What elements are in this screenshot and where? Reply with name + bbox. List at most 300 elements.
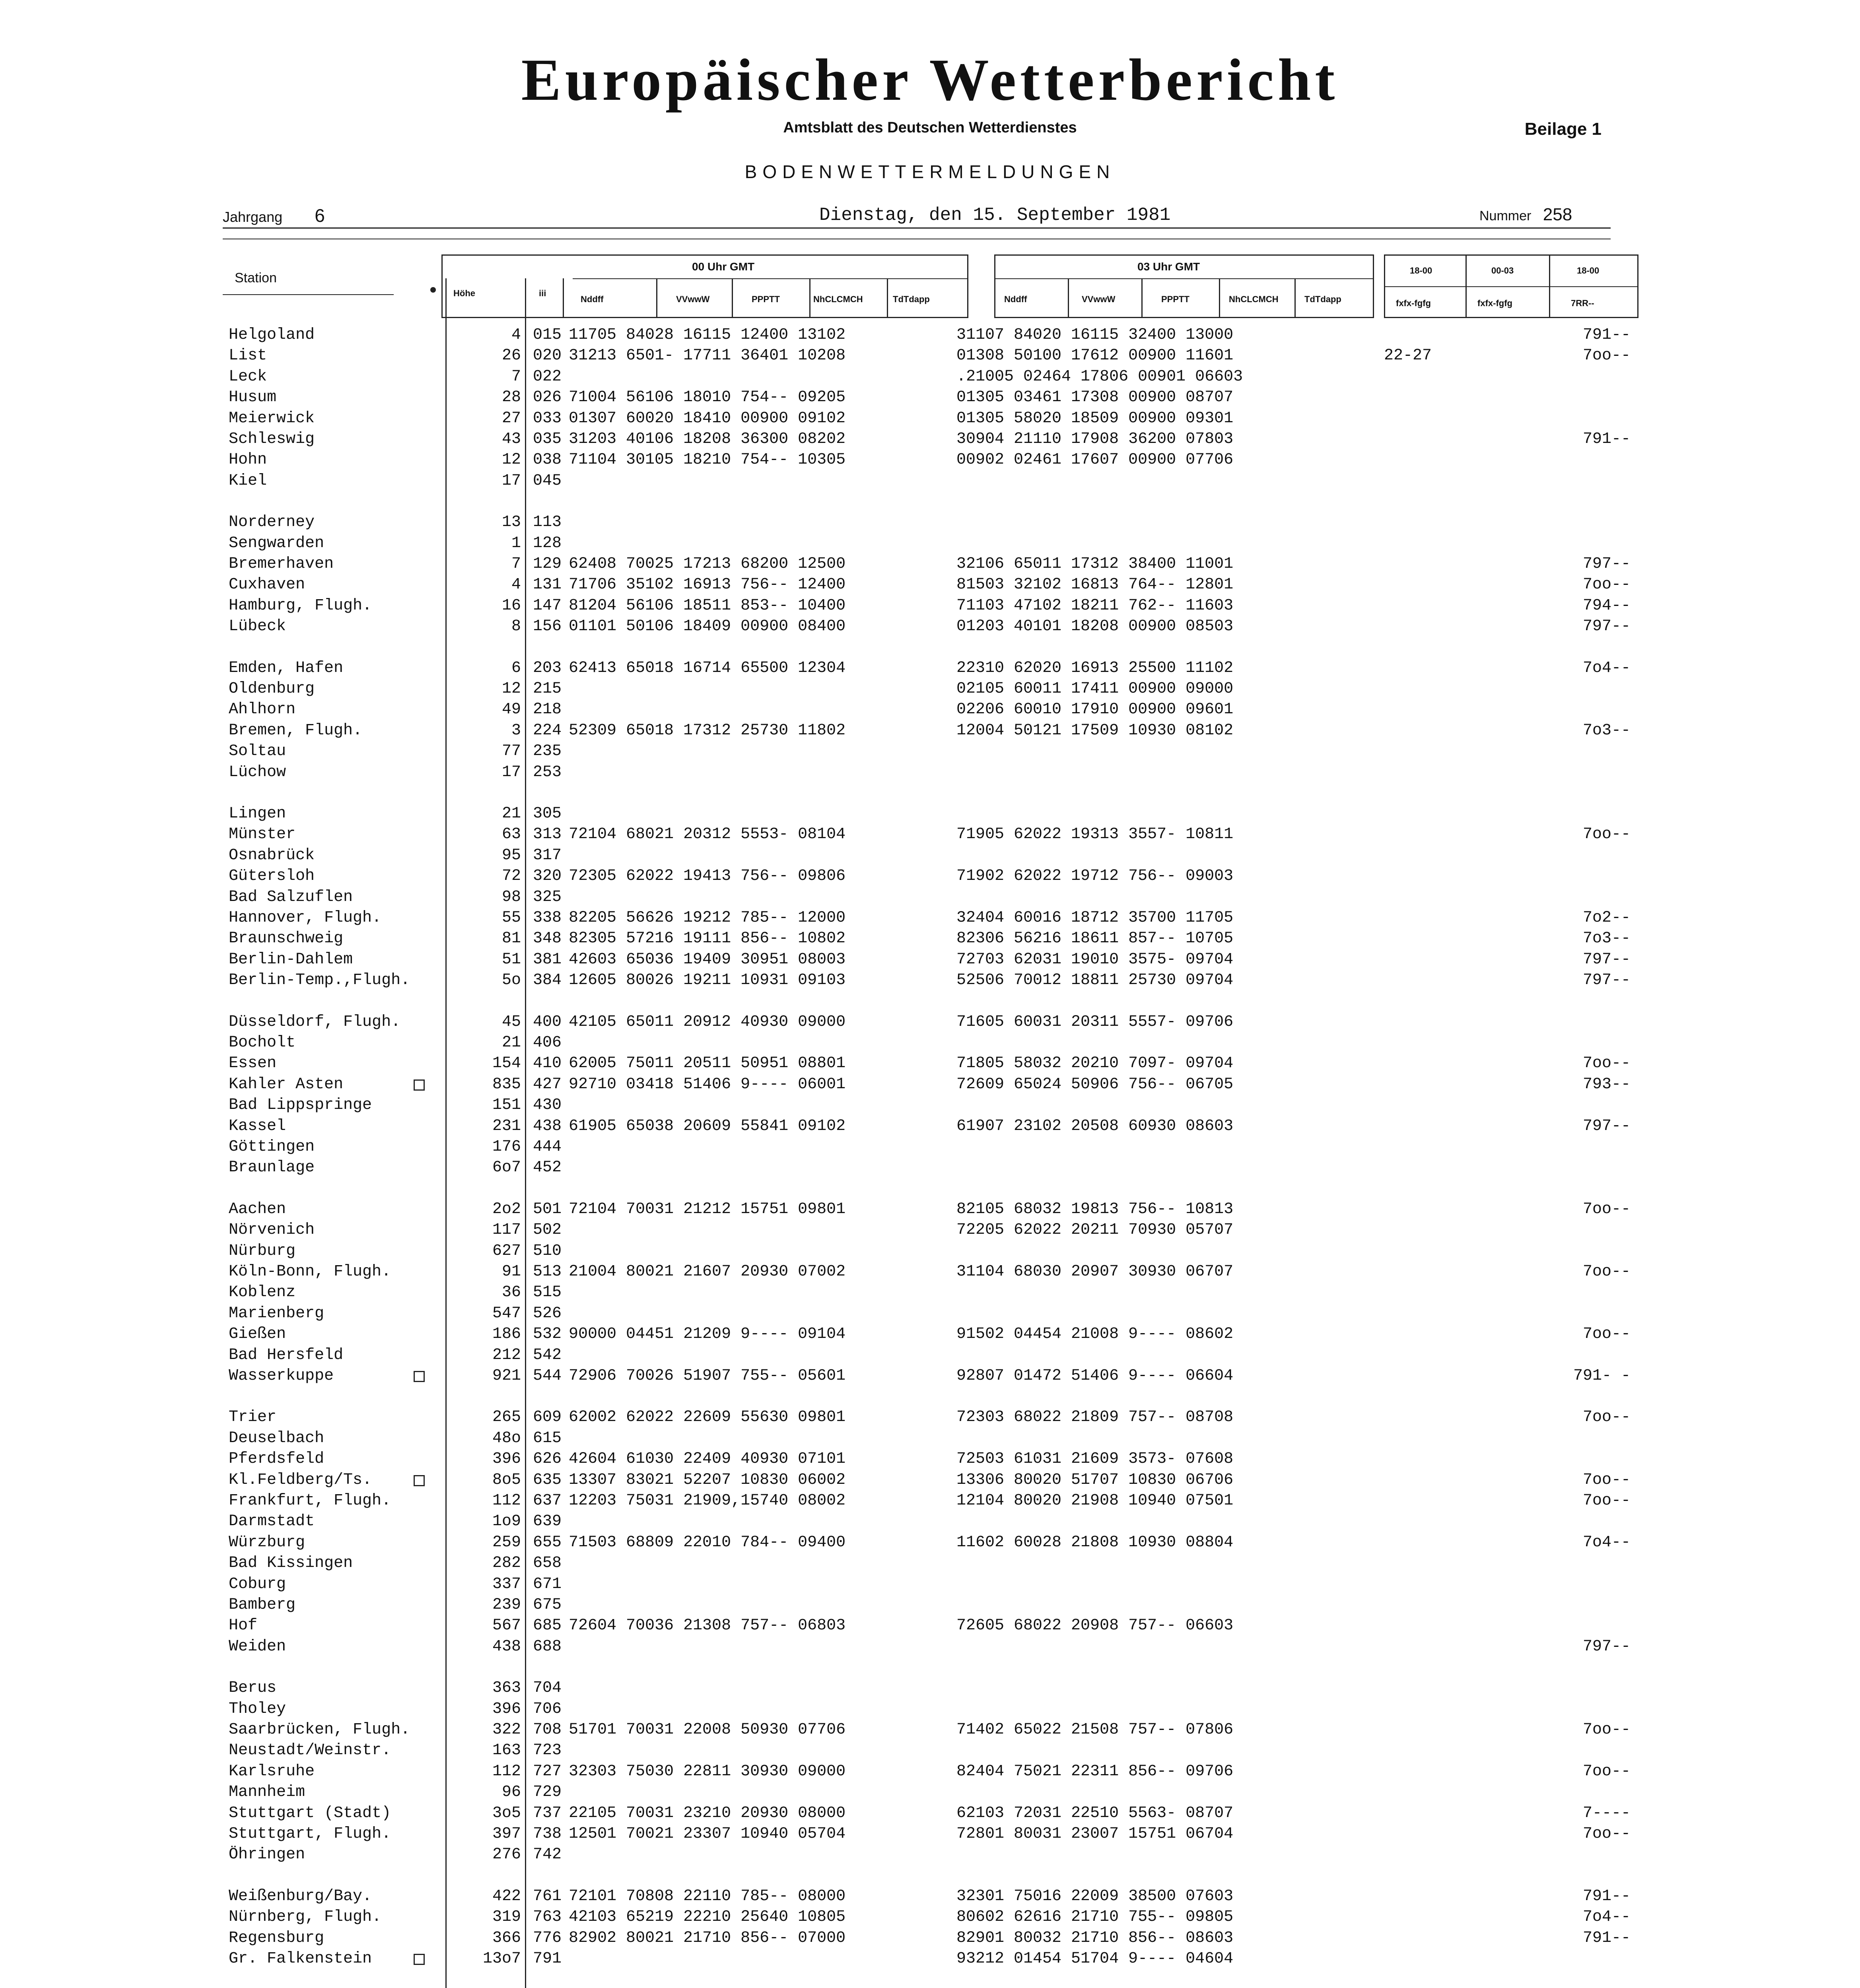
dot-marker (430, 287, 436, 293)
table-row (0, 1887, 1860, 1907)
table-row (0, 1138, 1860, 1158)
station-height: 72 (501, 867, 521, 885)
extra-group: 797-- (1582, 555, 1631, 573)
station-height: 77 (501, 742, 521, 760)
station-index: 609 (533, 1408, 562, 1426)
obs-00-utc: 61905 65038 20609 55841 09102 (569, 1117, 846, 1135)
obs-03-utc: 01203 40101 18208 00900 08503 (956, 617, 1234, 635)
table-row (0, 1825, 1860, 1845)
table-row (0, 763, 1860, 783)
station-index: 444 (533, 1138, 562, 1156)
jahrgang-value: 6 (315, 205, 325, 226)
station-name: Weiden (229, 1638, 286, 1656)
table-row (0, 617, 1860, 637)
station-name: Münster (229, 825, 296, 843)
station-name: Oldenburg (229, 680, 315, 698)
station-name: Husum (229, 388, 277, 406)
obs-00-utc: 42103 65219 22210 25640 10805 (569, 1908, 846, 1926)
extra-group: 7oo-- (1582, 1721, 1631, 1739)
station-name: Braunschweig (229, 930, 344, 947)
station-name: Lüchow (229, 763, 286, 781)
col-00-clouds: NhCLCMCH (813, 294, 863, 304)
station-index: 637 (533, 1492, 562, 1510)
station-name: Schleswig (229, 430, 315, 448)
station-height: 51 (501, 951, 521, 969)
station-name: Cuxhaven (229, 576, 305, 594)
obs-03-utc: 72605 68022 20908 757-- 06603 (956, 1617, 1234, 1635)
obs-03-utc: 72609 65024 50906 756-- 06705 (956, 1076, 1234, 1093)
col-00-vvwww: VVwwW (676, 294, 710, 304)
obs-03-utc: 71103 47102 18211 762-- 11603 (956, 597, 1234, 615)
column-rule (1219, 278, 1220, 318)
table-row (0, 597, 1860, 617)
station-index: 235 (533, 742, 562, 760)
station-index: 738 (533, 1825, 562, 1843)
column-rule (1068, 278, 1069, 318)
table-row (0, 1638, 1860, 1658)
col-00-nddff: Nddff (581, 294, 604, 304)
station-index: 502 (533, 1221, 562, 1239)
station-height: 49 (501, 701, 521, 718)
station-height: 921 (492, 1367, 521, 1385)
table-row (0, 951, 1860, 971)
obs-00-utc: 72906 70026 51907 755-- 05601 (569, 1367, 846, 1385)
station-index: 026 (533, 388, 562, 406)
obs-03-utc: 91502 04454 21008 9---- 08602 (956, 1325, 1234, 1343)
obs-03-utc: 32301 75016 22009 38500 07603 (956, 1887, 1234, 1905)
extra-group: 797-- (1582, 951, 1631, 969)
station-name: Köln-Bonn, Flugh. (229, 1263, 391, 1281)
column-rule (732, 278, 733, 318)
station-index: 015 (533, 326, 562, 344)
obs-00-utc: 72305 62022 19413 756-- 09806 (569, 867, 846, 885)
station-height: 98 (501, 888, 521, 906)
station-index: 658 (533, 1554, 562, 1572)
station-name: Aachen (229, 1200, 286, 1218)
station-index: 313 (533, 825, 562, 843)
extra-group: 793-- (1582, 1076, 1631, 1093)
station-height: 396 (492, 1700, 521, 1718)
station-height: 7 (511, 368, 521, 386)
table-row (0, 326, 1860, 346)
extra-group: 7o4-- (1582, 1534, 1631, 1551)
station-name: Norderney (229, 513, 315, 531)
station-name: Koblenz (229, 1283, 296, 1301)
station-index: 513 (533, 1263, 562, 1281)
station-height: 21 (501, 1034, 521, 1052)
table-row (0, 1763, 1860, 1782)
extra-group: 7oo-- (1582, 576, 1631, 594)
table-row (0, 1263, 1860, 1283)
station-name: Kl.Feldberg/Ts. (229, 1471, 372, 1489)
table-row (0, 1429, 1860, 1449)
extra-group: 7oo-- (1582, 1325, 1631, 1343)
extra-head-2: 00-03 (1491, 266, 1514, 276)
station-height: 319 (492, 1908, 521, 1926)
station-height: 45 (501, 1013, 521, 1031)
station-height: 4 (511, 326, 521, 344)
header-03: 03 Uhr GMT (1137, 260, 1200, 273)
obs-03-utc: 02206 60010 17910 00900 09601 (956, 701, 1234, 718)
station-index: 501 (533, 1200, 562, 1218)
station-height: 231 (492, 1117, 521, 1135)
station-index: 635 (533, 1471, 562, 1489)
obs-03-utc: 72503 61031 21609 3573- 07608 (956, 1450, 1234, 1468)
column-rule (887, 278, 888, 318)
station-index: 410 (533, 1054, 562, 1072)
station-name: Gießen (229, 1325, 286, 1343)
station-name: Wasserkuppe (229, 1367, 334, 1385)
station-height: 17 (501, 472, 521, 490)
table-row (0, 888, 1860, 908)
table-row (0, 930, 1860, 949)
station-height: 117 (492, 1221, 521, 1239)
issue-date: Dienstag, den 15. September 1981 (819, 205, 1171, 225)
mountain-station-marker (414, 1954, 425, 1965)
table-row (0, 513, 1860, 533)
station-name: Bad Kissingen (229, 1554, 353, 1572)
table-row (0, 722, 1860, 742)
extra-sub-3: 7RR-- (1571, 298, 1594, 308)
station-height: 8 (511, 617, 521, 635)
station-name: Bad Salzuflen (229, 888, 353, 906)
station-height: 1o9 (492, 1512, 521, 1530)
station-name: Gütersloh (229, 867, 315, 885)
obs-03-utc: 82404 75021 22311 856-- 09706 (956, 1763, 1234, 1780)
table-row (0, 347, 1860, 367)
extra-group: 7o2-- (1582, 909, 1631, 927)
station-height: 3o5 (492, 1804, 521, 1822)
station-name: Meierwick (229, 410, 315, 427)
station-height: 63 (501, 825, 521, 843)
obs-00-utc: 62413 65018 16714 65500 12304 (569, 659, 846, 677)
obs-00-utc: 90000 04451 21209 9---- 09104 (569, 1325, 846, 1343)
obs-00-utc: 51701 70031 22008 50930 07706 (569, 1721, 846, 1739)
subtitle: Amtsblatt des Deutschen Wetterdienstes (783, 119, 1077, 136)
extra-group: 7oo-- (1582, 1825, 1631, 1843)
station-name: Neustadt/Weinstr. (229, 1741, 391, 1759)
table-row (0, 1741, 1860, 1761)
table-row (0, 388, 1860, 408)
obs-03-utc: 62103 72031 22510 5563- 08707 (956, 1804, 1234, 1822)
station-index: 727 (533, 1763, 562, 1780)
table-row (0, 1450, 1860, 1470)
table-row (0, 1679, 1860, 1699)
station-name: Regensburg (229, 1929, 325, 1947)
extra-head-3: 18-00 (1577, 266, 1600, 276)
station-height: 21 (501, 805, 521, 823)
station-height: 3 (511, 722, 521, 740)
extra-group: 791-- (1582, 1887, 1631, 1905)
station-index: 729 (533, 1783, 562, 1801)
jahrgang-label: Jahrgang (223, 209, 283, 225)
obs-00-utc: 32303 75030 22811 30930 09000 (569, 1763, 846, 1780)
extra-group: 7oo-- (1582, 1471, 1631, 1489)
page-title: Europäischer Wetterbericht (521, 47, 1339, 113)
station-index: 203 (533, 659, 562, 677)
station-name: Ahlhorn (229, 701, 296, 718)
station-height: 17 (501, 763, 521, 781)
station-height: 397 (492, 1825, 521, 1843)
table-row (0, 1200, 1860, 1220)
station-height: 16 (501, 597, 521, 615)
table-row (0, 1700, 1860, 1720)
station-index: 675 (533, 1596, 562, 1614)
station-name: Nürnberg, Flugh. (229, 1908, 382, 1926)
station-index: 515 (533, 1283, 562, 1301)
station-index: 020 (533, 347, 562, 365)
station-index: 742 (533, 1846, 562, 1864)
station-height: 6o7 (492, 1159, 521, 1176)
obs-03-utc: 71805 58032 20210 7097- 09704 (956, 1054, 1234, 1072)
table-row (0, 576, 1860, 596)
station-height: 627 (492, 1242, 521, 1260)
station-name: Öhringen (229, 1846, 305, 1864)
obs-00-utc: 31203 40106 18208 36300 08202 (569, 430, 846, 448)
extra-sub-1: fxfx-fgfg (1396, 298, 1431, 308)
obs-03-utc: 72205 62022 20211 70930 05707 (956, 1221, 1234, 1239)
iii-header: iii (539, 288, 546, 298)
extra-group: 7o3-- (1582, 930, 1631, 947)
extra-group: 797-- (1582, 617, 1631, 635)
station-height: 26 (501, 347, 521, 365)
station-name: Hof (229, 1617, 258, 1635)
station-name: Emden, Hafen (229, 659, 344, 677)
obs-03-utc: 01305 03461 17308 00900 08707 (956, 388, 1234, 406)
station-height: 2o2 (492, 1200, 521, 1218)
obs-00-utc: 82305 57216 19111 856-- 10802 (569, 930, 846, 947)
station-name: Braunlage (229, 1159, 315, 1176)
obs-00-utc: 62408 70025 17213 68200 12500 (569, 555, 846, 573)
obs-03-utc: 22310 62020 16913 25500 11102 (956, 659, 1234, 677)
nummer-label: Nummer (1479, 208, 1532, 223)
station-index: 704 (533, 1679, 562, 1697)
table-row (0, 1929, 1860, 1949)
station-height: 322 (492, 1721, 521, 1739)
table-row (0, 1159, 1860, 1178)
column-rule (1294, 278, 1296, 318)
table-row (0, 659, 1860, 679)
obs-00-utc: 71004 56106 18010 754-- 09205 (569, 388, 846, 406)
station-height: 396 (492, 1450, 521, 1468)
station-header: Station (235, 270, 277, 285)
station-name: Pferdsfeld (229, 1450, 325, 1468)
station-index: 156 (533, 617, 562, 635)
table-row (0, 680, 1860, 700)
table-row (0, 1013, 1860, 1033)
table-row (0, 1575, 1860, 1595)
station-height: 282 (492, 1554, 521, 1572)
table-row (0, 1908, 1860, 1928)
obs-03-utc: 82105 68032 19813 756-- 10813 (956, 1200, 1234, 1218)
station-name: List (229, 347, 267, 365)
table-row (0, 534, 1860, 554)
obs-00-utc: 42604 61030 22409 40930 07101 (569, 1450, 846, 1468)
col-03-tdtd: TdTdapp (1304, 294, 1341, 304)
table-row (0, 1367, 1860, 1387)
extra-group: 794-- (1582, 597, 1631, 615)
table-row (0, 410, 1860, 429)
station-height: 4 (511, 576, 521, 594)
station-index: 723 (533, 1741, 562, 1759)
obs-03-utc: 00902 02461 17607 00900 07706 (956, 451, 1234, 469)
obs-03-utc: 82306 56216 18611 857-- 10705 (956, 930, 1234, 947)
col-00-ppptt: PPPTT (752, 294, 780, 304)
station-name: Essen (229, 1054, 277, 1072)
obs-03-utc: 12104 80020 21908 10940 07501 (956, 1492, 1234, 1510)
obs-00-utc: 01101 50106 18409 00900 08400 (569, 617, 846, 635)
station-height: 12 (501, 680, 521, 698)
obs-03-utc: 11602 60028 21808 10930 08804 (956, 1534, 1234, 1551)
station-name: Mannheim (229, 1783, 305, 1801)
table-row (0, 1596, 1860, 1616)
obs-00-utc: 72604 70036 21308 757-- 06803 (569, 1617, 846, 1635)
table-row (0, 1283, 1860, 1303)
obs-00-utc: 12203 75031 21909,15740 08002 (569, 1492, 846, 1510)
station-height: 154 (492, 1054, 521, 1072)
station-name: Trier (229, 1408, 277, 1426)
station-index: 325 (533, 888, 562, 906)
obs-03-utc: 32404 60016 18712 35700 11705 (956, 909, 1234, 927)
hoehe-header: Höhe (453, 288, 475, 298)
station-height: 1 (511, 534, 521, 552)
section-heading: BODENWETTERMELDUNGEN (744, 161, 1116, 182)
station-height: 112 (492, 1763, 521, 1780)
obs-00-utc: 21004 80021 21607 20930 07002 (569, 1263, 846, 1281)
obs-03-utc: 72801 80031 23007 15751 06704 (956, 1825, 1234, 1843)
column-rule (1465, 254, 1467, 318)
extra-group: 7oo-- (1582, 1054, 1631, 1072)
obs-03-utc: 52506 70012 18811 25730 09704 (956, 971, 1234, 989)
station-height: 43 (501, 430, 521, 448)
station-index: 532 (533, 1325, 562, 1343)
station-index: 510 (533, 1242, 562, 1260)
station-height: 265 (492, 1408, 521, 1426)
extra-group: 797-- (1582, 971, 1631, 989)
table-row (0, 1054, 1860, 1074)
obs-03-utc: 01308 50100 17612 00900 11601 (956, 347, 1234, 365)
station-name: Karlsruhe (229, 1763, 315, 1780)
obs-03-utc: 82901 80032 21710 856-- 08603 (956, 1929, 1234, 1947)
station-height: 5o (501, 971, 521, 989)
obs-00-utc: 13307 83021 52207 10830 06002 (569, 1471, 846, 1489)
station-name: Marienberg (229, 1305, 325, 1322)
station-name: Kiel (229, 472, 267, 490)
obs-00-utc: 12605 80026 19211 10931 09103 (569, 971, 846, 989)
obs-00-utc: 72104 70031 21212 15751 09801 (569, 1200, 846, 1218)
station-index: 685 (533, 1617, 562, 1635)
extra-group: 7oo-- (1582, 1263, 1631, 1281)
obs-03-utc: 71902 62022 19712 756-- 09003 (956, 867, 1234, 885)
station-index: 427 (533, 1076, 562, 1093)
station-name: Hohn (229, 451, 267, 469)
obs-00-utc: 81204 56106 18511 853-- 10400 (569, 597, 846, 615)
station-index: 022 (533, 368, 562, 386)
station-index: 776 (533, 1929, 562, 1947)
station-index: 737 (533, 1804, 562, 1822)
station-height: 276 (492, 1846, 521, 1864)
obs-00-utc: 82902 80021 21710 856-- 07000 (569, 1929, 846, 1947)
station-index: 348 (533, 930, 562, 947)
station-name: Deuselbach (229, 1429, 325, 1447)
station-name: Bremerhaven (229, 555, 334, 573)
station-name: Coburg (229, 1575, 286, 1593)
table-row (0, 1221, 1860, 1241)
station-height: 6 (511, 659, 521, 677)
station-name: Nürburg (229, 1242, 296, 1260)
beilage-label: Beilage 1 (1524, 119, 1602, 139)
station-index: 430 (533, 1096, 562, 1114)
station-height: 337 (492, 1575, 521, 1593)
station-index: 438 (533, 1117, 562, 1135)
table-row (0, 1846, 1860, 1866)
station-name: Stuttgart, Flugh. (229, 1825, 391, 1843)
table-row (0, 1783, 1860, 1803)
table-row (0, 1471, 1860, 1491)
station-index: 671 (533, 1575, 562, 1593)
obs-00-utc: 72104 68021 20312 5553- 08104 (569, 825, 846, 843)
mountain-station-marker (414, 1475, 425, 1486)
col-03-ppptt: PPPTT (1161, 294, 1189, 304)
obs-00-utc: 71503 68809 22010 784-- 09400 (569, 1534, 846, 1551)
table-row (0, 1512, 1860, 1532)
extra-group: 797-- (1582, 1117, 1631, 1135)
station-index: 526 (533, 1305, 562, 1322)
station-name: Soltau (229, 742, 286, 760)
obs-03-utc: 71905 62022 19313 3557- 10811 (956, 825, 1234, 843)
station-height: 366 (492, 1929, 521, 1947)
station-name: Nörvenich (229, 1221, 315, 1239)
column-rule (1141, 278, 1143, 318)
station-height: 96 (501, 1783, 521, 1801)
station-name: Bamberg (229, 1596, 296, 1614)
station-height: 212 (492, 1346, 521, 1364)
obs-03-utc: 61907 23102 20508 60930 08603 (956, 1117, 1234, 1135)
station-index: 147 (533, 597, 562, 615)
station-index: 615 (533, 1429, 562, 1447)
col-03-nddff: Nddff (1004, 294, 1027, 304)
table-row (0, 1325, 1860, 1345)
obs-03-utc: 31104 68030 20907 30930 06707 (956, 1263, 1234, 1281)
station-index: 763 (533, 1908, 562, 1926)
station-index: 688 (533, 1638, 562, 1656)
table-row (0, 1305, 1860, 1324)
col-00-tdtd: TdTdapp (893, 294, 930, 304)
extra-group: 7oo-- (1582, 1200, 1631, 1218)
obs-03-utc: 30904 21110 17908 36200 07803 (956, 430, 1234, 448)
table-row (0, 846, 1860, 866)
station-index: 215 (533, 680, 562, 698)
column-rule (809, 278, 810, 318)
extra-group: 7oo-- (1582, 1408, 1631, 1426)
obs-00-utc: 01307 60020 18410 00900 09102 (569, 410, 846, 427)
obs-03-utc: 32106 65011 17312 38400 11001 (956, 555, 1234, 573)
station-name: Stuttgart (Stadt) (229, 1804, 391, 1822)
station-name: Berus (229, 1679, 277, 1697)
nummer-value: 258 (1543, 205, 1572, 224)
station-index: 317 (533, 846, 562, 864)
extra-group: 7o4-- (1582, 659, 1631, 677)
jahrgang (223, 205, 325, 226)
station-height: 151 (492, 1096, 521, 1114)
station-index: 400 (533, 1013, 562, 1031)
station-height: 91 (501, 1263, 521, 1281)
obs-03-utc: 92807 01472 51406 9---- 06604 (956, 1367, 1234, 1385)
divider (223, 294, 394, 295)
obs-03-utc: 31107 84020 16115 32400 13000 (956, 326, 1234, 344)
station-index: 253 (533, 763, 562, 781)
station-name: Berlin-Dahlem (229, 951, 353, 969)
